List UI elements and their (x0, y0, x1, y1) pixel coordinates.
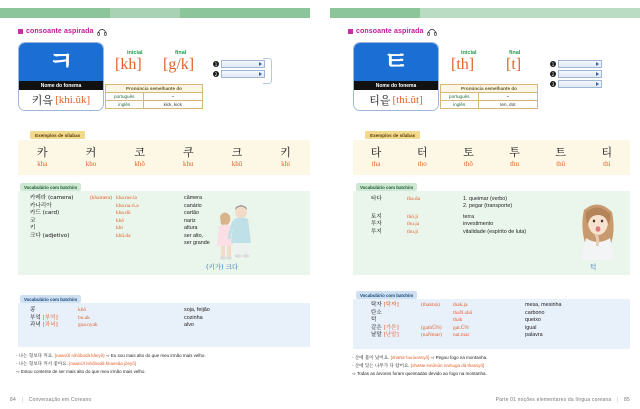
vocab-meaning: cozinha (184, 314, 203, 321)
left-letter-card (18, 42, 104, 111)
vocab-word: 카나리아 (30, 202, 52, 209)
footnote-transcription: [naanÛl nihôbodà kâeyô] (54, 353, 105, 358)
vocab-meaning: igual (525, 324, 537, 331)
vocab-row (18, 315, 310, 323)
left-audio-player-group[interactable] (213, 60, 265, 80)
left-initial-sound: [kh] (115, 56, 142, 73)
vocab-row (353, 317, 630, 325)
syllable-item (555, 146, 566, 168)
vocab-meaning: palavra (525, 332, 543, 339)
left-syllable-strip (18, 140, 310, 175)
syllable-roman: thû (556, 159, 566, 168)
vocab-pron: thaN.shô (453, 309, 473, 316)
footnote-line (16, 361, 312, 369)
vocab-row (18, 203, 310, 211)
vocab-pron: thô.ji (407, 213, 419, 220)
audio-play-bar[interactable] (558, 60, 602, 68)
footnote-arrow: ⇨ (352, 370, 356, 376)
section-marker-icon (18, 29, 23, 34)
footnote-bullet: · (16, 353, 18, 358)
audio-track-number: 2 (214, 71, 218, 77)
syllable-roman: khi (281, 159, 291, 168)
vocab-word: 카드 (card) (30, 210, 60, 217)
vocab-pron: thak.ja (453, 302, 468, 308)
right-pron-lang-0: português (441, 93, 479, 101)
vocab-word-text: 낱말 (371, 332, 382, 339)
footnote-hangul: 나는 형보다 커서 좋아요. (18, 361, 68, 367)
audio-track-row[interactable] (550, 60, 602, 68)
left-phoneme-name-roman: [khi.ûk] (55, 94, 91, 106)
vocab-meaning: canário (184, 202, 202, 209)
right-final-label: final (509, 50, 521, 56)
vocab-word: 토지 (371, 213, 382, 220)
left-vocab-green-box (18, 191, 310, 275)
vocab-row (18, 218, 310, 226)
vocab-word: 카메라 (camera) (30, 195, 74, 201)
syllable-item (463, 146, 474, 168)
right-initial-label: inicial (461, 50, 477, 56)
audio-track-number: 3 (551, 81, 555, 87)
vocab-meaning: mesa, mesinha (525, 302, 562, 308)
right-top-band (330, 8, 640, 18)
left-section-title: consoante aspirada (26, 28, 94, 35)
right-phoneme-name (354, 90, 438, 110)
vocab-row (18, 195, 310, 203)
vocab-word-bracket: [가튼] (383, 324, 399, 331)
headphone-icon (97, 28, 106, 35)
vocab-word-text: 콩 (30, 307, 36, 313)
footnote-line (352, 355, 636, 363)
syllable-hangul: 카 (37, 146, 48, 160)
right-section-title: consoante aspirada (356, 28, 424, 35)
left-letter-glyph: ㅋ (48, 47, 74, 77)
vocab-pron: khô (116, 217, 125, 224)
left-page-number: 84 (10, 397, 16, 403)
syllable-roman: thô (463, 159, 473, 168)
syllable-hangul: 커 (85, 146, 97, 160)
vocab-pron: thu.ji (407, 228, 419, 235)
table-row (441, 101, 538, 109)
audio-play-bar[interactable] (558, 70, 602, 78)
right-pronunciation-table (440, 84, 538, 109)
left-phoneme-name-label: Nome do fonema (19, 81, 103, 90)
table-row (106, 85, 203, 93)
left-page-title: Conversação em Coreano (28, 397, 92, 403)
syllable-roman: khô (134, 159, 145, 168)
vocab-word-text: 턱 (371, 317, 377, 324)
audio-play-bar[interactable] (221, 70, 265, 78)
page-gutter (319, 0, 321, 409)
table-row (106, 101, 203, 109)
footnote-transcription: [shaNe innûnûn namuga dà thassyô] (411, 362, 485, 368)
audio-track-number: 2 (551, 71, 555, 77)
table-row (441, 93, 538, 101)
vocab-meaning: alvo (184, 322, 194, 329)
vocab-meaning (463, 196, 512, 211)
footnote-bullet: · (352, 355, 354, 360)
left-vocab-green-label: Vocabulário com batchim (20, 183, 81, 191)
vocab-pron: kha.na.ri.a (116, 202, 139, 209)
left-syllable-examples-label: Exemplos de sílabas (30, 131, 85, 139)
vocab-meaning-line2: 2. pegar (transporte) (463, 203, 513, 210)
audio-track-row[interactable] (213, 70, 265, 78)
right-syllable-examples-label: Exemplos de sílabas (365, 131, 420, 139)
vocab-meaning: vitalidade (espírito de luta) (463, 228, 527, 235)
syllable-roman: khû (231, 159, 243, 168)
vocab-pron: kha.me.la (116, 195, 137, 201)
syllable-item (417, 146, 428, 168)
left-final-sound: [g/k] (163, 56, 195, 73)
footnote-transcription: [shaNe buriuassyô] (390, 355, 430, 360)
right-pron-value-1: ten, dot (478, 101, 537, 109)
vocab-word: 투지 (371, 228, 382, 235)
right-page (320, 0, 640, 409)
right-section-heading (348, 28, 436, 35)
left-pron-lang-0: português (106, 93, 144, 101)
audio-play-bar[interactable] (558, 80, 602, 88)
vocab-row (353, 332, 630, 340)
footnote-translation: Eu sou mais alto do que meu irmão mais velho. (110, 353, 206, 358)
vocab-word-bracket: [과녁] (42, 322, 58, 329)
vocab-pron: tha.da (407, 196, 421, 202)
right-vocab-blue-box (353, 299, 630, 349)
vocab-pron: nat.mar (453, 332, 470, 339)
vocab-meaning: soja, feijão (184, 307, 210, 313)
vocab-meaning: câmera (184, 195, 202, 201)
left-vocab-blue-label: Vocabulário com batchim (20, 295, 81, 303)
vocab-pron: khô (78, 307, 87, 313)
vocab-pron-alt: (thaktsà) (421, 302, 440, 308)
syllable-item (86, 146, 97, 168)
syllable-roman: tho (417, 159, 427, 168)
vocab-word: 키 (30, 225, 36, 232)
vocab-word-text: 같은 (371, 324, 382, 331)
footnote-arrow: ⇨ (16, 368, 20, 374)
right-page-title: Parte 01 noções elementares da língua coreana (495, 397, 612, 403)
left-footnotes (16, 353, 312, 376)
syllable-hangul: 투 (509, 146, 520, 160)
syllable-hangul: 티 (601, 146, 613, 160)
right-pron-lang-1: inglês (441, 101, 479, 109)
left-phoneme-name (19, 90, 103, 110)
footnote-line (16, 369, 312, 376)
syllable-hangul: 터 (416, 146, 428, 160)
syllable-roman: thu (510, 159, 520, 168)
headphone-icon (427, 28, 436, 35)
vocab-meaning: altura (184, 225, 198, 232)
syllable-hangul: 키 (280, 146, 291, 160)
table-row (441, 85, 538, 93)
vocab-word-text: 탄소 (371, 309, 382, 316)
vocab-meaning: carbono (525, 309, 545, 316)
audio-track-number: 1 (551, 61, 555, 67)
syllable-hangul: 코 (134, 146, 145, 160)
right-phoneme-name-label: Nome do fonema (354, 81, 438, 90)
left-final-label: final (175, 50, 187, 56)
right-syllable-strip (353, 140, 630, 175)
left-pron-value-1: kick, kick (143, 101, 202, 109)
right-page-footer (496, 397, 630, 403)
footnote-translation: Pegou fogo na montanha. (435, 355, 488, 360)
vocab-word-text: 과녁 (30, 322, 41, 329)
left-pronunciation-table (105, 84, 203, 109)
syllable-roman: thi (603, 159, 611, 168)
syllable-roman: khu (183, 159, 194, 168)
vocab-meaning: investimento (463, 221, 494, 228)
footnote-hangul: 산에 불이 났어요. (354, 356, 390, 361)
syllable-item (183, 146, 194, 168)
syllable-hangul: 트 (555, 146, 567, 160)
left-pron-table-header: Pronúncia semelhante do (106, 85, 203, 93)
vocab-pron: thu.ja (407, 221, 420, 228)
vocab-word-bracket: [난말] (383, 332, 399, 339)
vocab-word-text: 부엌 (30, 314, 41, 321)
right-initial-sound: [th] (451, 56, 475, 73)
right-pron-table-header: Pronúncia semelhante do (441, 85, 538, 93)
audio-frame-decoration (263, 58, 272, 84)
syllable-item (134, 146, 145, 168)
syllable-item (232, 146, 243, 168)
syllable-hangul: 토 (463, 146, 474, 160)
vocab-word-bracket: [탁짜] (383, 302, 399, 308)
vocab-meaning: nariz (184, 217, 196, 224)
footer-separator: | (21, 397, 24, 403)
right-letter-card (353, 42, 439, 111)
footnote-transcription: [naanÛl nihôbodà khaesâa jôeyô] (69, 360, 137, 366)
vocab-word (30, 315, 78, 323)
vocab-meaning: cartão (184, 210, 199, 217)
syllable-hangul: 쿠 (182, 146, 194, 160)
vocab-meaning: terra (463, 213, 475, 220)
footnote-line (352, 363, 636, 371)
right-letter-card-top (354, 43, 438, 81)
right-letter-glyph: ㅌ (383, 47, 409, 77)
vocab-meaning-line1: 1. queimar (verbo) (463, 196, 508, 202)
vocab-pron: kha.dû (116, 210, 131, 217)
left-page-footer (10, 397, 91, 403)
footnote-translation: Estou contente de ser mais alto do que meu irmão mais velho. (21, 368, 146, 374)
syllable-hangul: 크 (231, 146, 243, 160)
vocab-meaning: queixo (525, 317, 541, 324)
vocab-row (18, 307, 310, 315)
vocab-pron-alt: (khamera) (90, 195, 113, 201)
footnote-line (352, 371, 636, 378)
footnote-bullet: · (352, 362, 354, 368)
right-final-sound: [t] (506, 56, 522, 73)
right-vocab-blue-label: Vocabulário com batchim (356, 291, 417, 299)
left-top-band (0, 8, 310, 18)
audio-track-row[interactable] (550, 80, 602, 88)
footnote-translation: Todas as árvores foram queimadas devido ao fogo na montanha. (356, 370, 487, 376)
footnote-arrow: ⇨ (105, 353, 110, 358)
syllable-item (602, 146, 613, 168)
syllable-hangul: 타 (370, 146, 382, 160)
woman-portrait-illustration (572, 198, 624, 260)
right-pron-value-0: ~ (478, 93, 537, 101)
right-phoneme-name-hangul: 티읕 (369, 94, 391, 107)
vocab-word: 크다 (adjetivo) (30, 232, 70, 239)
vocab-row (353, 310, 630, 318)
vocab-meaning-line1: ser alto, (184, 232, 204, 239)
footnote-bullet: · (16, 360, 18, 366)
table-row (106, 93, 203, 101)
left-top-band-segment (110, 8, 180, 18)
audio-track-row[interactable] (213, 60, 265, 68)
audio-track-number: 1 (214, 61, 218, 67)
vocab-pron: thak (453, 317, 463, 324)
syllable-roman: tha (371, 159, 381, 168)
audio-track-row[interactable] (550, 70, 602, 78)
vocab-word: 투자 (371, 221, 382, 228)
footnote-arrow: ⇨ (430, 355, 435, 360)
footer-separator: | (616, 397, 619, 403)
vocab-word (30, 322, 78, 330)
vocab-word (371, 310, 421, 318)
vocab-word: 코 (30, 217, 36, 224)
vocab-word-bracket: [부억] (42, 314, 58, 321)
vocab-pron: khi (116, 225, 123, 232)
left-pron-value-0: ~ (143, 93, 202, 101)
vocab-row (353, 302, 630, 310)
vocab-pron-alt: (gathÛN) (421, 324, 442, 331)
audio-play-bar[interactable] (221, 60, 265, 68)
left-vocab-blue-box (18, 303, 310, 347)
vocab-row (18, 225, 310, 233)
vocab-pron: bu.ak (78, 314, 90, 321)
vocab-pron: khû.da (116, 232, 131, 239)
right-vocab-green-label: Vocabulário com batchim (356, 183, 417, 191)
right-illustration-caption: 턱 (590, 263, 597, 271)
section-marker-icon (348, 29, 353, 34)
left-initial-label: inicial (127, 50, 143, 56)
left-letter-card-top (19, 43, 103, 81)
footnote-line (16, 353, 312, 361)
right-top-band-segment (330, 8, 420, 18)
vocab-meaning-line2: ser grande (184, 240, 210, 247)
vocab-word (371, 317, 421, 325)
vocab-word (30, 307, 78, 315)
vocab-row (18, 322, 310, 330)
vocab-row (18, 210, 310, 218)
syllable-item (280, 146, 291, 168)
vocab-word-text: 탁자 (371, 302, 382, 308)
syllable-item (371, 146, 382, 168)
footnote-hangul: 산에 있는 나무가 다 탔어요. (354, 363, 410, 369)
couple-standing-illustration (203, 198, 263, 260)
syllable-roman: kho (85, 159, 97, 168)
vocab-pron: gua.nyak (78, 322, 98, 329)
left-section-heading (18, 28, 106, 35)
left-phoneme-name-hangul: 키읔 (31, 94, 54, 107)
vocab-row (18, 233, 310, 248)
right-audio-player-group[interactable] (550, 60, 602, 90)
right-footnotes (352, 355, 636, 378)
left-illustration-caption: (키가) 크다 (206, 263, 239, 271)
right-page-number: 85 (624, 397, 630, 403)
left-pron-lang-1: inglês (106, 101, 144, 109)
right-phoneme-name-roman: [thi.ût] (392, 94, 423, 106)
vocab-pron: gat.ÛN (453, 324, 469, 331)
vocab-pron-alt: (naNmar) (421, 332, 442, 339)
vocab-word: 타다 (371, 196, 382, 202)
vocab-word (371, 332, 421, 340)
syllable-roman: kha (37, 159, 48, 168)
vocab-word (371, 302, 421, 310)
footnote-hangul: 나는 형보다 커요. (18, 354, 54, 359)
syllable-item (509, 146, 520, 168)
syllable-item (37, 146, 48, 168)
